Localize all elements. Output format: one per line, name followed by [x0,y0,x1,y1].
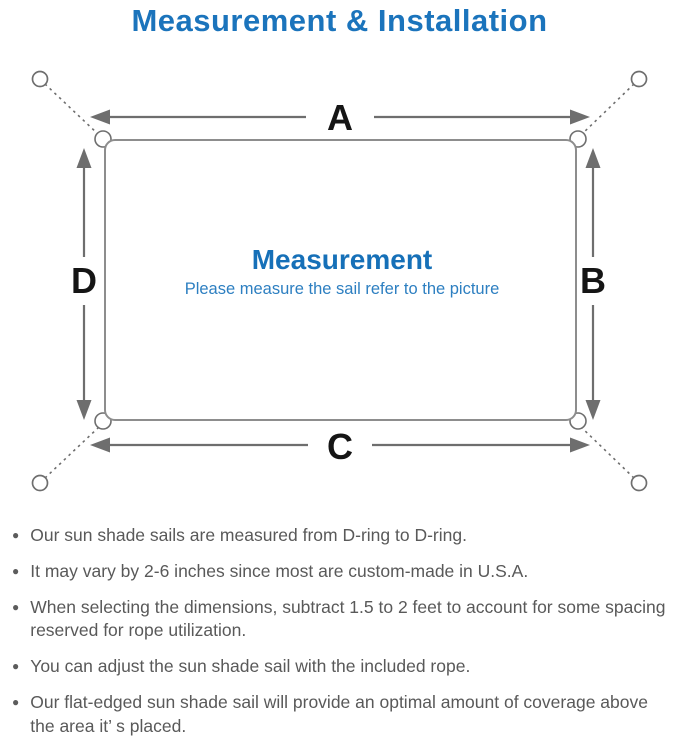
dimension-label-c: C [327,426,353,467]
list-item [12,655,668,678]
bullet-icon: ● [12,564,20,579]
anchor-point-icon [33,476,48,491]
anchor-rope-line-bottomleft [45,427,99,478]
page-title: Measurement & Installation [131,3,548,38]
arrowhead-down-icon [586,400,601,420]
bullet-icon: ● [12,659,20,674]
bullet-icon: ● [12,695,20,710]
list-item [12,691,668,737]
measurement-diagram [0,55,679,517]
dimension-label-b: B [580,260,606,301]
arrowhead-right-icon [570,438,590,453]
bullet-icon: ● [12,600,20,615]
arrowhead-left-icon [90,438,110,453]
anchor-point-icon [33,72,48,87]
arrowhead-left-icon [90,110,110,125]
anchor-point-icon [632,72,647,87]
anchor-rope-line-bottomright [581,427,634,478]
notes-list [12,524,668,739]
arrowhead-up-icon [77,148,92,168]
arrowhead-down-icon [77,400,92,420]
list-item [12,596,668,642]
list-item [12,560,668,583]
note-text: Our sun shade sails are measured from D-ring to D-ring. [30,525,467,545]
note-text: When selecting the dimensions, subtract 1.5 to 2 feet to account for some spacing reserved for rope utilization. [30,597,666,641]
anchor-point-icon [632,476,647,491]
note-text: It may vary by 2-6 inches since most are custom-made in U.S.A. [30,561,529,582]
list-item [12,524,668,547]
anchor-rope-line-topleft [45,84,99,135]
arrowhead-up-icon [586,148,601,168]
diagram-center-title: Measurement [251,244,433,275]
bullet-icon: ● [12,528,20,542]
diagram-center-subtitle: Please measure the sail refer to the picture [184,280,500,298]
arrowhead-right-icon [570,110,590,125]
anchor-rope-line-topright [581,84,634,135]
note-text: Our flat-edged sun shade sail will provide an optimal amount of coverage above the area it’ s placed. [30,692,648,736]
note-text: You can adjust the sun shade sail with the included rope. [30,656,471,677]
dimension-label-a: A [327,97,353,138]
dimension-label-d: D [71,260,97,301]
